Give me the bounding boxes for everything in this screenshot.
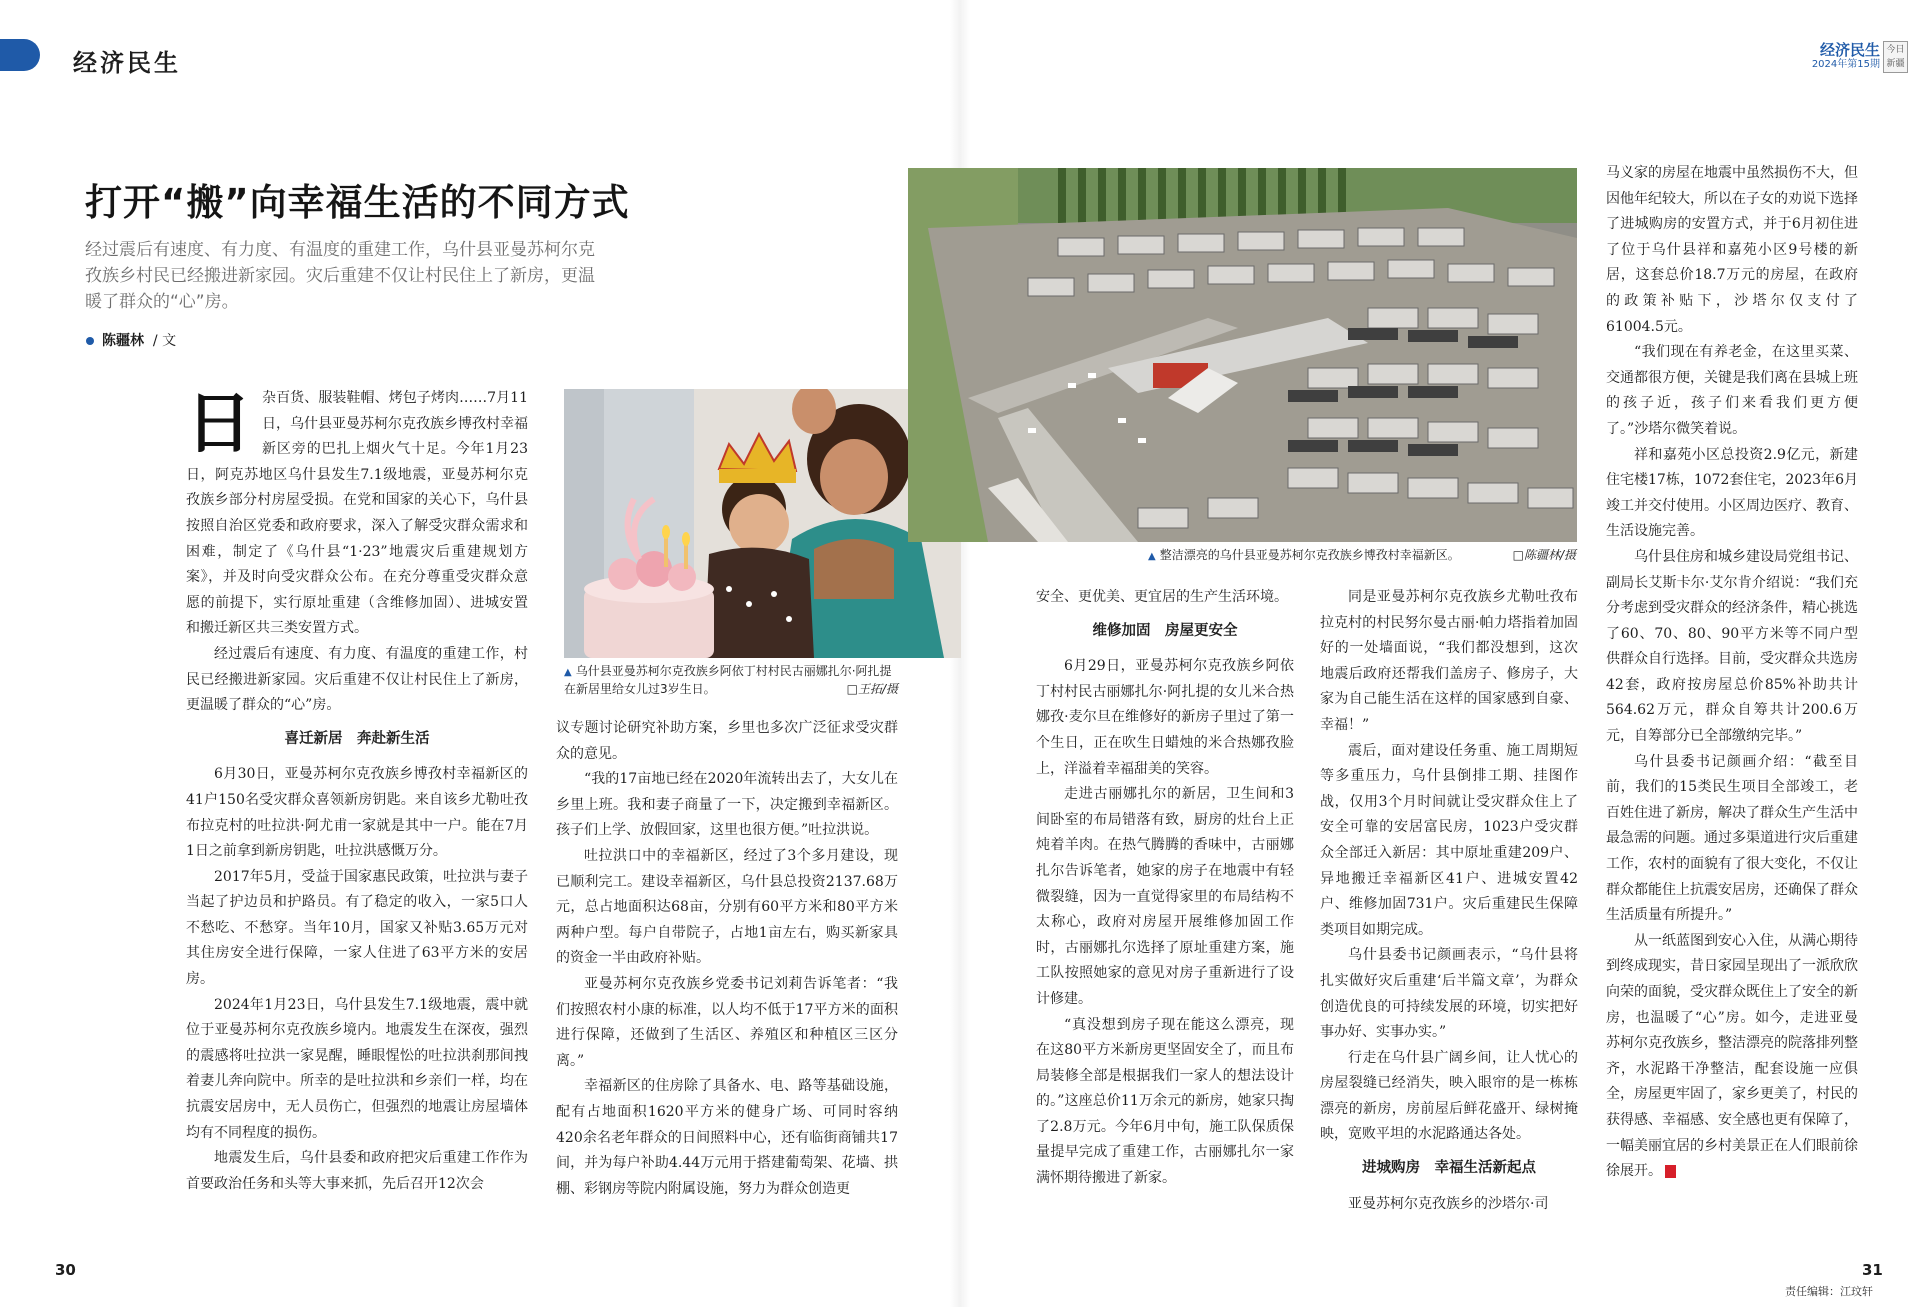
birthday-photo-caption	[564, 663, 898, 698]
paragraph: 幸福新区的住房除了具备水、电、路等基础设施，配有占地面积1620平方米的健身广场、可同时容纳420余名老年群众的日间照料中心，还有临街商铺共17间，并为每户补助4.44万元用于搭建葡萄架、花墙、拱棚、彩钢房等院内附属设施，努力为群众创造更	[556, 1078, 898, 1197]
section-name: 经济民生	[73, 48, 181, 77]
bullet-icon	[86, 337, 94, 345]
text-column-3	[1036, 585, 1294, 1192]
paragraph: “我们现在有养老金，在这里买菜、交通都很方便，关键是我们离在县城上班的孩子近，孩子们来看我们更方便了。”沙塔尔微笑着说。	[1606, 344, 1858, 437]
issue-number: 2024年第15期	[1811, 58, 1880, 70]
text-column-5	[1606, 161, 1858, 1185]
byline	[86, 330, 176, 350]
birthday-photo-image	[564, 389, 961, 658]
article-title: 打开“搬”向幸福生活的不同方式	[85, 181, 630, 224]
birthday-photo	[564, 389, 961, 658]
subheading: 进城购房 幸福生活新起点	[1362, 1160, 1536, 1177]
paragraph: 乌什县住房和城乡建设局党组书记、副局长艾斯卡尔·艾尔肯介绍说：“我们充分考虑到受灾群众的经济条件，精心挑选了60、70、80、90平方米等不同户型供群众自行选择。目前，受灾群众共选房42套，政府按房屋总价85%补助共计564.62万元，群众自筹共计200.6万元，自筹部分已全部缴纳完毕。”	[1606, 548, 1858, 745]
paragraph: “真没想到房子现在能这么漂亮，现在这80平方米新房更坚固安全了，而且布局装修全部是根据我们一家人的想法设计的。”这座总价11万余元的新房，她家只掏了2.8万元。今年6月中旬，施工队保质保量提早完成了重建工作，古丽娜扎尔一家满怀期待搬进了新家。	[1036, 1016, 1294, 1187]
paragraph: 亚曼苏柯尔克孜族乡党委书记刘莉告诉笔者：“我们按照农村小康的标准，以人均不低于17平方米的面积进行保障，还做到了生活区、养殖区和种植区三区分离。”	[556, 975, 898, 1069]
caption-text: 乌什县亚曼苏柯尔克孜族乡阿依丁村村民古丽娜扎尔·阿扎提在新居里给女儿过3岁生日。	[564, 664, 892, 696]
author-suffix: / 文	[152, 333, 177, 349]
paragraph: 马义家的房屋在地震中虽然损伤不大，但因他年纪较大，所以在子女的劝说下选择了进城购房的安置方式，并于6月初住进了位于乌什县祥和嘉苑小区9号楼的新居，这套总价18.7万元的房屋，在政府的政策补贴下，沙塔尔仅支付了61004.5元。	[1606, 165, 1858, 335]
text-column-1	[186, 386, 528, 1197]
issue-category: 经济民生	[1819, 41, 1880, 59]
editor-credit: 责任编辑：江玟轩	[1785, 1285, 1873, 1298]
aerial-photo	[908, 168, 1577, 542]
paragraph: 2017年5月，受益于国家惠民政策，吐拉洪与妻子当起了护边员和护路员。有了稳定的收入，一家5口人不愁吃、不愁穿。当年10月，国家又补贴3.65万元对其住房安全进行保障，一家人住进了63平方米的安居房。	[186, 868, 528, 988]
paragraph: “我的17亩地已经在2020年流转出去了，大女儿在乡里上班。我和妻子商量了一下，决定搬到幸福新区。孩子们上学、放假回家，这里也很方便。”吐拉洪说。	[556, 771, 898, 839]
text-column-4	[1320, 585, 1578, 1217]
drop-cap: 日	[186, 384, 252, 462]
paragraph: 6月29日，亚曼苏柯尔克孜族乡阿依丁村村民古丽娜扎尔·阿扎提的女儿米合热娜孜·麦尔旦在维修好的新房子里过了第一个生日，正在吹生日蜡烛的米合热娜孜脸上，洋溢着幸福甜美的笑容。	[1036, 658, 1294, 777]
paragraph-text: 从一纸蓝图到安心入住，从满心期待到终成现实，昔日家园呈现出了一派欣欣向荣的面貌，受灾群众既住上了安全的新房，也温暖了“心”房。如今，走进亚曼苏柯尔克孜族乡，整洁漂亮的院落排列整齐，水泥路干净整洁，配套设施一应俱全，房屋更牢固了，家乡更美了，村民的获得感、幸福感、安全感也更有保障了，一幅美丽宜居的乡村美景正在人们眼前徐徐展开。	[1606, 932, 1858, 1180]
issue-label	[1795, 42, 1880, 70]
paragraph: 震后，面对建设任务重、施工周期短等多重压力，乌什县倒排工期、挂图作战，仅用3个月时间就让受灾群众住上了安全可靠的安居富民房，1023户受灾群众全部迁入新居：其中原址重建209户、异地搬迁幸福新区41户、进城安置42户、维修加固731户。灾后重建民生保障类项目如期完成。	[1320, 742, 1578, 938]
paragraph	[1606, 929, 1858, 1185]
paragraph: 乌什县委书记颜画表示，“乌什县将扎实做好灾后重建‘后半篇文章’，为群众创造优良的可持续发展的环境，切实把好事办好、实事办实。”	[1320, 947, 1578, 1041]
paragraph: 议专题讨论研究补助方案，乡里也多次广泛征求受灾群众的意见。	[556, 720, 898, 762]
subheading: 维修加固 房屋更安全	[1092, 622, 1238, 639]
photo-credit: □陈疆林/摄	[1512, 548, 1576, 562]
page-number-left: 30	[55, 1261, 76, 1279]
paragraph: 吐拉洪口中的幸福新区，经过了3个多月建设，现已顺利完工。建设幸福新区，乌什县总投资2137.68万元，总占地面积达68亩，分别有60平方米和80平方米两种户型。每户自带院子，占地1亩左右，购买新家具的资金一半由政府补贴。	[556, 847, 898, 967]
paragraph: 乌什县委书记颜画介绍：“截至目前，我们的15类民生项目全部竣工，老百姓住进了新房，解决了群众生产生活中最急需的问题。通过多渠道进行灾后重建工作，农村的面貌有了很大变化，不仅让群众都能住上抗震安居房，还确保了群众生活质量有所提升。”	[1606, 753, 1858, 924]
paragraph: 2024年1月23日，乌什县发生7.1级地震，震中就位于亚曼苏柯尔克孜族乡境内。地震发生在深夜，强烈的震感将吐拉洪一家晃醒，睡眼惺忪的吐拉洪刹那间拽着妻儿奔向院中。所幸的是吐拉洪和乡亲们一样，均在抗震安居房中，无人员伤亡，但强烈的地震让房屋墙体均有不同程度的损伤。	[186, 996, 528, 1141]
paragraph: 经过震后有速度、有力度、有温度的重建工作，村民已经搬进新家园。灾后重建不仅让村民住上了新房，更温暖了群众的“心”房。	[186, 645, 528, 714]
caption-triangle-icon: ▲	[564, 667, 572, 678]
paragraph: 地震发生后，乌什县委和政府把灾后重建工作作为首要政治任务和头等大事来抓，先后召开12次会	[186, 1150, 528, 1192]
end-mark-icon	[1665, 1165, 1676, 1178]
paragraph: 安全、更优美、更宜居的生产生活环境。	[1036, 589, 1288, 605]
caption-triangle-icon: ▲	[1148, 551, 1156, 562]
aerial-photo-image	[908, 168, 1577, 542]
paragraph: 祥和嘉苑小区总投资2.9亿元，新建住宅楼17栋，1072套住宅，2023年6月竣工并交付使用。小区周边医疗、教育、生活设施完善。	[1606, 446, 1858, 540]
page-number-right: 31	[1862, 1261, 1883, 1279]
author-name: 陈疆林	[102, 333, 144, 349]
text-column-2	[556, 716, 898, 1202]
paragraph-text: 杂百货、服装鞋帽、烤包子烤肉……7月11日，乌什县亚曼苏柯尔克孜族乡博孜村幸福新区旁的巴扎上烟火气十足。今年1月23日，阿克苏地区乌什县发生7.1级地震，亚曼苏柯尔克孜族乡部分村房屋受损。在党和国家的关心下，乌什县按照自治区党委和政府要求，深入了解受灾群众需求和困难，制定了《乌什县“1·23”地震灾后重建规划方案》，并及时向受灾群众公布。在充分尊重受灾群众意愿的前提下，实行原址重建（含维修加固）、进城安置和搬迁新区共三类安置方式。	[186, 390, 528, 637]
caption-text: 整洁漂亮的乌什县亚曼苏柯尔克孜族乡博孜村幸福新区。	[1159, 548, 1460, 562]
paragraph	[186, 386, 528, 642]
paragraph: 亚曼苏柯尔克孜族乡的沙塔尔·司	[1348, 1195, 1549, 1212]
section-tab-marker	[0, 39, 40, 71]
paragraph: 行走在乌什县广阔乡间，让人忧心的房屋裂缝已经消失，映入眼帘的是一栋栋漂亮的新房，房前屋后鲜花盛开、绿树掩映，宽败平坦的水泥路通达各处。	[1320, 1049, 1578, 1143]
paragraph: 同是亚曼苏柯尔克孜族乡尤勒吐孜布拉克村的村民努尔曼古丽·帕力塔指着加固好的一处墙面说，“我们都没想到，这次地震后政府还帮我们盖房子、修房子，大家为自己能生活在这样的国家感到自豪、幸福！”	[1320, 589, 1578, 733]
paragraph: 走进古丽娜扎尔的新居，卫生间和3间卧室的布局错落有致，厨房的灶台上正炖着羊肉。在热气腾腾的香味中，古丽娜扎尔告诉笔者，她家的房子在地震中有轻微裂缝，因为一直觉得家里的布局结构不太称心，政府对房屋开展维修加固工作时，古丽娜扎尔选择了原址重建方案，施工队按照她家的意见对房子重新进行了设计修建。	[1036, 786, 1294, 1007]
article-lead: 经过震后有速度、有力度、有温度的重建工作，乌什县亚曼苏柯尔克孜族乡村民已经搬进新家园。灾后重建不仅让村民住上了新房，更温暖了群众的“心”房。	[85, 240, 595, 312]
photo-credit: □王拓/摄	[846, 682, 898, 696]
paragraph: 6月30日，亚曼苏柯尔克孜族乡博孜村幸福新区的41户150名受灾群众喜领新房钥匙。来自该乡尤勒吐孜布拉克村的吐拉洪·阿尤甫一家就是其中一户。能在7月1日之前拿到新房钥匙，吐拉洪感慨万分。	[186, 766, 528, 860]
brand-logo: 今日新疆	[1883, 41, 1908, 73]
subheading: 喜迁新居 奔赴新生活	[284, 730, 430, 747]
aerial-photo-caption	[1148, 547, 1576, 565]
